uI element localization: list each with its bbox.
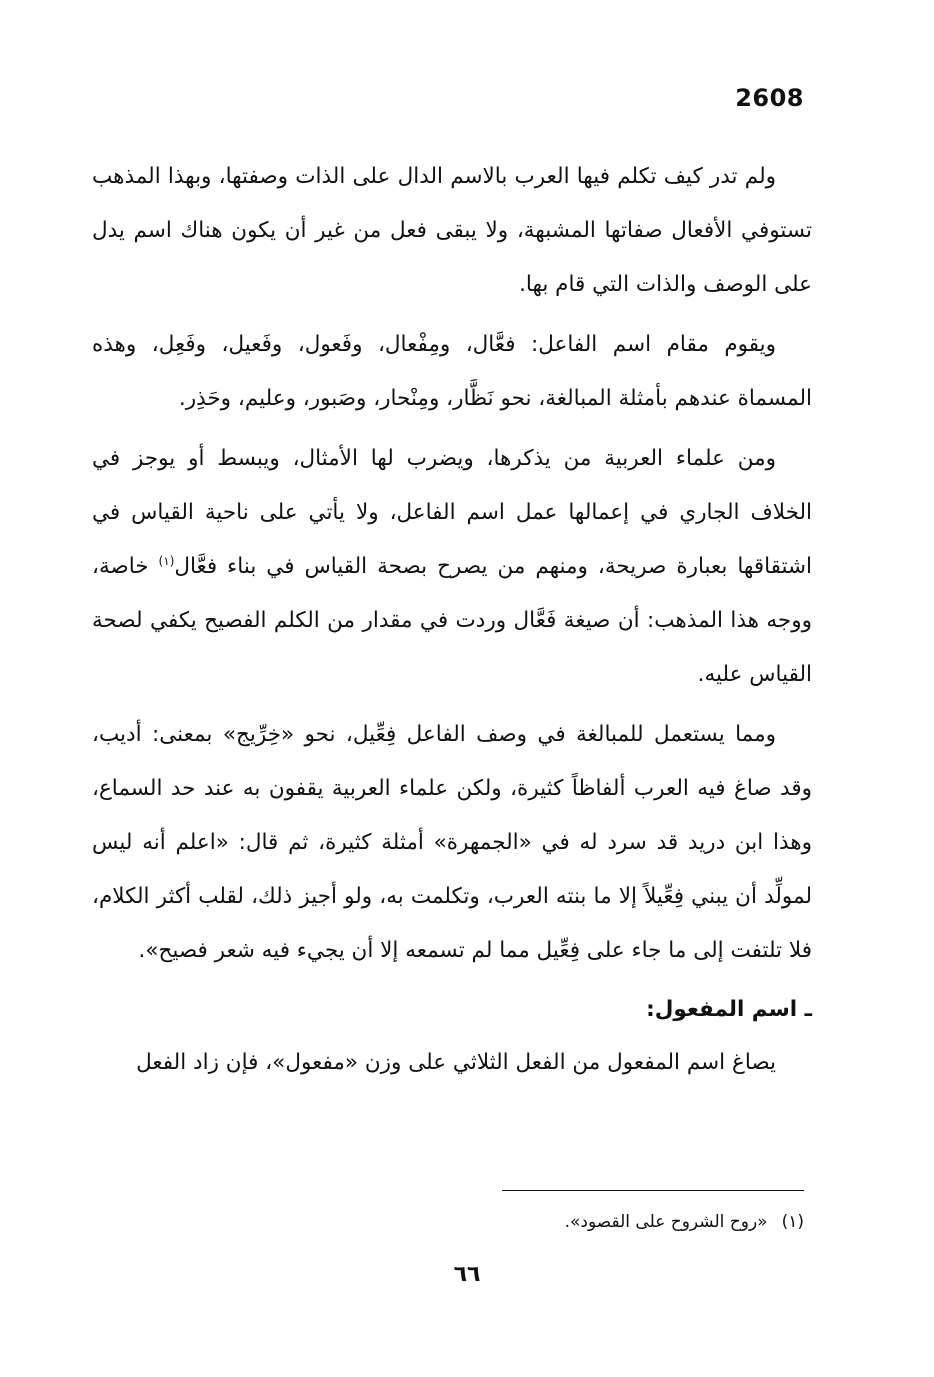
footnote-reference: (١) <box>158 553 175 568</box>
paragraph-3-text: ومن علماء العربية من يذكرها، ويضرب لها الأمثال، ويبسط أو يوجز في الخلاف الجاري في إعمالها عمل اسم الفاعل، ولا يأتي على ناحية القياس في اشتقاقها بعبارة صريحة، ومنهم من يصرح بصحة القياس في بناء فعَّال <box>92 446 812 579</box>
footnote <box>565 1208 804 1236</box>
paragraph-3 <box>92 432 812 702</box>
section-heading: ـ اسم المفعول: <box>646 997 812 1022</box>
paragraph-4: ومما يستعمل للمبالغة في وصف الفاعل فِعِّيل، نحو «خِرِّيج» بمعنى: أديب، وقد صاغ فيه العرب ألفاظاً كثيرة، ولكن علماء العربية يقفون به عند حد السماع، وهذا ابن دريد قد سرد له في «الجمهرة» أمثلة كثيرة، ثم قال: «اعلم أنه ليس لمولِّد أن يبني فِعِّيلاً إلا ما بنته العرب، وتكلمت به، ولو أجيز ذلك، لقلب أكثر الكلام، فلا تلتفت إلى ما جاء على فِعِّيل مما لم تسمعه إلا أن يجيء فيه شعر فصيح». <box>92 722 812 963</box>
footnote-divider <box>502 1190 804 1191</box>
paragraph-3-continuation: خاصة، ووجه هذا المذهب: أن صيغة فَعَّال وردت في مقدار من الكلم الفصيح يكفي لصحة القياس عليه. <box>92 554 812 687</box>
footnote-number: (١) <box>781 1212 804 1232</box>
paragraph-2: ويقوم مقام اسم الفاعل: فعَّال، ومِفْعال، وفَعول، وفَعيل، وفَعِل، وهذه المسماة عندهم بأمثلة المبالغة، نحو نَظَّار، ومِنْحار، وصَبور، وعليم، وحَذِر. <box>92 332 812 411</box>
body-text <box>92 150 812 1096</box>
footnote-text: «روح الشروح على القصود». <box>564 1212 768 1232</box>
page-number-top: 2608 <box>735 84 804 112</box>
paragraph-5: يصاغ اسم المفعول من الفعل الثلاثي على وزن «مفعول»، فإن زاد الفعل <box>136 1050 776 1075</box>
page-number-bottom: ٦٦ <box>453 1262 481 1287</box>
paragraph-1: ولم تدر كيف تكلم فيها العرب بالاسم الدال على الذات وصفتها، وبهذا المذهب تستوفي الأفعال صفاتها المشبهة، ولا يبقى فعل من غير أن يكون هناك اسم يدل على الوصف والذات التي قام بها. <box>92 164 812 297</box>
